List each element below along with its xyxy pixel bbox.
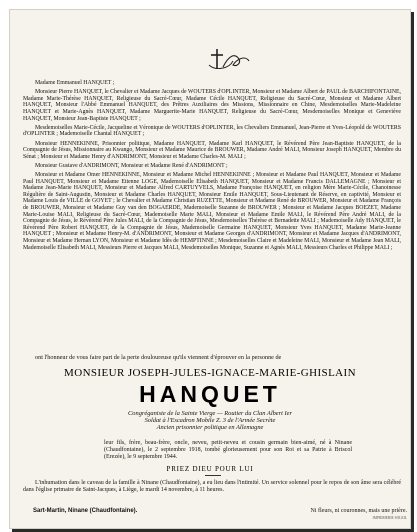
families-list — [23, 80, 401, 254]
title-line: Congréganiste de la Sainte Vierge — Routier du Clan Albert Ier — [128, 410, 292, 417]
prayer-line: PRIEZ DIEU POUR LUI — [166, 465, 254, 473]
family-paragraph: Madame Emmanuel HANQUET ; — [35, 80, 115, 86]
family-paragraph: Monsieur HENNEKINNE, Prisonnier politique, Madame HANQUET, Madame Karl HANQUET, le Révérend Père Jean-Baptiste HANQUET, de la Compagnie de Jésus, Missionnaire au Kwango, Monsieur et Madame Maurice de BROUWER, Madame André MALI, Monsieur Joseph HANQUET, Membre du Sénat ; Monsieur et Madame Henry d'ANDRIMONT, Monsieur et Madame Charles-M. MALI ; — [23, 140, 401, 160]
family-paragraph: Monsieur et Madame Omer HENNEKINNE, Monsieur et Madame Michel HENNEKINNE ; Monsieur et Madame Paul HANQUET, Monsieur et Madame Paul HANQUET, Monsieur et Madame Etienne LOGE, Mademoiselle Elisabeth HANQUET, Monsieur et Madame Francis DALLEMAGNE ; Monsieur et Madame Jean-Marie HANQUET, Monsieur et Madame Alfred CARTUYVELS, Madame Françoise HANQUET, en religion Mère Marie-Cécile, Chanoinesse Régulière de Saint-Augustin, Monsieur et Madame Charles HANQUET, Monsieur Emile HANQUET, Sous-Lieutenant de Réserve, en captivité, Monsieur et Madame Louis de VILLE de GOYET ; le Chevalier et Madame Christian RUZETTE, Monsieur et Madame René de BROUWER, Monsieur et Madame François de BROUWER, Monsieur et Madame Guy van den BOGAERDE, Mademoiselle Suzanne de BROUWER ; Monsieur et Madame Jacques BOEZET, Madame Marie-Louise MALI, Religieuse du Sacré-Cœur, Mademoiselle Marie MALI, Monsieur et Madame Emile MALI, le Révérend Père André MALI, de la Compagnie de Jésus, le Révérend Père Jules MALI, de la Compagnie de Jésus, Mesdemoiselles Thérèse et Bernadette MALI ; Mademoiselle Ady HANQUET, le Révérend Père Robert HANQUET, de la Compagnie de Jésus, Mademoiselle Germaine HANQUET, Monsieur Yves HANQUET, Madame Marie-Jeanne HANQUET ; Monsieur et Madame Henry-M. d'ANDRIMONT, Monsieur et Madame Georges d'ANDRIMONT, Monsieur et Madame Jacques d'ANDRIMONT, Monsieur et Madame Hernan LYON, Monsieur et Madame Idès de HEMPTINNE ; Mesdemoiselles Claire et Madeleine MALI, Monsieur et Madame Jean MALI, Mademoiselle Elisabeth MALI, Messieurs Pierre et Jacques MALI, Mesdemoiselles Monique, Suzanne et Agnès MALI, Messieurs Charles et Philippe MALI ; — [23, 172, 401, 251]
family-paragraph: Mesdemoiselles Marie-Cécile, Jacqueline et Véronique de WOUTERS d'OPLINTER, les Chevaliers Emmanuel, Jean-Pierre et Yves-Léopold de WOUTERS d'OPLINTER ; Mademoiselle Chantal HANQUET ; — [23, 124, 401, 138]
cross-monogram-icon — [203, 45, 253, 73]
title-line: Ancien prisonnier politique en Allemagne — [156, 424, 264, 432]
death-notice-card — [9, 9, 411, 529]
announcement-intro — [23, 354, 401, 361]
family-paragraph: Monsieur Pierre HANQUET, le Chevalier et Madame Jacques de WOUTERS d'OPLINTER, Monsieur et Madame Albert de PAUL de BARCHIFONTAINE, Madame Marie-Thérèse HANQUET, Religieuse du Sacré-Cœur, Madame Cécile HANQUET, Religieuse du Sacré-Cœur, Monsieur et Madame Albert HANQUET, Monsieur l'Abbé Emmanuel HANQUET, des Prêtres Auxiliaires des Missions, Missionnaire en Chine, Mesdemoiselles Marie-Madeleine HANQUET et Marie-Agnès HANQUET, Madame Marguerite-Marie HANQUET, Religieuse du Sacré-Cœur, Mesdemoiselles Monique et Geneviève HANQUET, Monsieur Jean-Baptiste HANQUET ; — [23, 89, 401, 122]
title-line: Soldat à l'Escadron Mobile Z. 3 de l'Armée Secrète — [144, 417, 276, 425]
family-paragraph: Monsieur Gustave d'ANDRIMONT, Monsieur et Madame René d'ANDRIMONT ; — [35, 162, 228, 169]
printer-mark: IMPRIMERIE SOLEIL — [372, 516, 407, 520]
deceased-full-name: MONSIEUR JOSEPH-JULES-IGNACE-MARIE-GHISLAIN — [64, 367, 356, 379]
deceased-titles — [9, 410, 411, 432]
funeral-text: L'inhumation dans le caveau de la famille à Ninane (Chaudfontaine), a eu lieu dans l'intimité. Un service solennel pour le repos de son âme sera célébré dans l'église primaire de Saint-Jacques, à Liège, le mardi 14 novembre, à 11 heures. — [23, 480, 401, 493]
divider — [205, 475, 221, 476]
deceased-bio: leur fils, frère, beau-frère, oncle, neveu, petit-neveu et cousin germain bien-aimé, né à Ninane (Chaudfontaine), le 2 septembre 1918, tombé glorieusement pour son Roi et sa Patrie à Briscol (Erezée), le 9 septembre 1944. — [104, 440, 352, 460]
footer-place: Sart-Martin, Ninane (Chaudfontaine). — [33, 508, 138, 514]
footer-note: Ni fleurs, ni couronnes, mais une prière. — [310, 508, 407, 514]
intro-text: ont l'honneur de vous faire part de la perte douloureuse qu'ils viennent d'éprouver en la personne de — [35, 354, 282, 361]
funeral-info — [23, 480, 401, 494]
deceased-surname: HANQUET — [139, 381, 281, 407]
